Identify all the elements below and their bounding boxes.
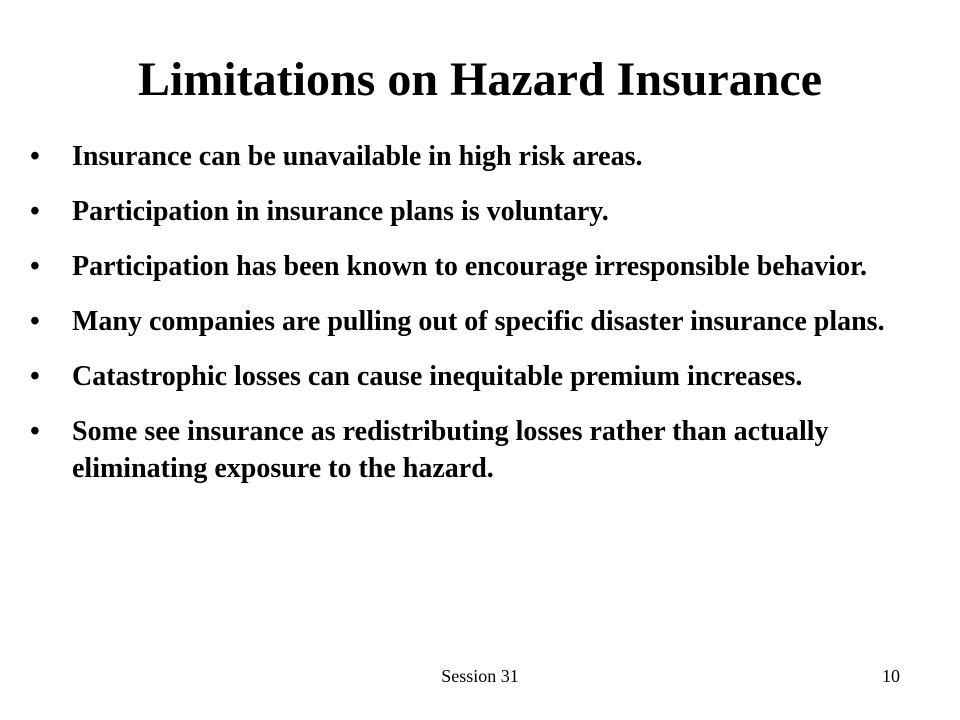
bullet-item bbox=[30, 303, 910, 340]
bullet-list bbox=[30, 138, 910, 505]
bullet-icon: • bbox=[30, 306, 40, 337]
bullet-item bbox=[30, 248, 910, 285]
bullet-text: Insurance can be unavailable in high risk areas. bbox=[72, 141, 643, 172]
footer-session-label: Session 31 bbox=[441, 666, 519, 686]
bullet-icon: • bbox=[30, 251, 40, 282]
bullet-text: Many companies are pulling out of specific disaster insurance plans. bbox=[72, 306, 885, 337]
bullet-item bbox=[30, 193, 910, 230]
bullet-text: Catastrophic losses can cause inequitable premium increases. bbox=[72, 361, 803, 392]
bullet-text: Participation has been known to encourage irresponsible behavior. bbox=[72, 251, 867, 282]
bullet-item bbox=[30, 358, 910, 395]
bullet-icon: • bbox=[30, 196, 40, 227]
bullet-item bbox=[30, 413, 910, 487]
slide-title: Limitations on Hazard Insurance bbox=[137, 53, 823, 106]
bullet-icon: • bbox=[30, 361, 40, 392]
footer-page-number: 10 bbox=[882, 666, 900, 686]
bullet-icon: • bbox=[30, 416, 40, 447]
bullet-icon: • bbox=[30, 141, 40, 172]
bullet-text: Some see insurance as redistributing losses rather than actually eliminating exposure to the hazard. bbox=[72, 416, 829, 484]
bullet-item bbox=[30, 138, 910, 175]
bullet-text: Participation in insurance plans is voluntary. bbox=[72, 196, 609, 227]
